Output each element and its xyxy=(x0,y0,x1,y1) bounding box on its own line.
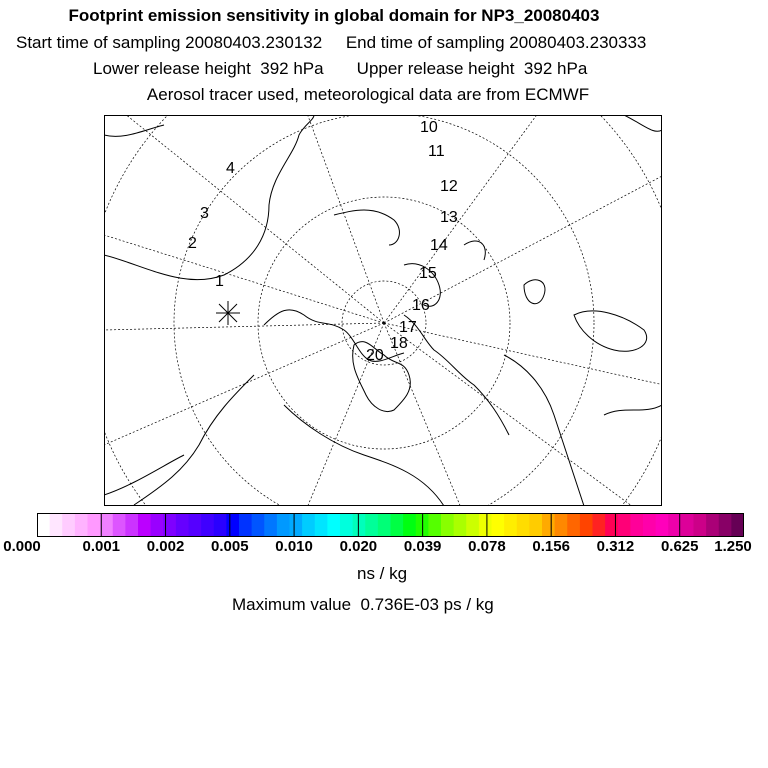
track-label: 17 xyxy=(399,319,417,336)
colorbar-cell xyxy=(327,513,340,537)
track-label: 14 xyxy=(430,237,448,254)
track-label: 10 xyxy=(420,119,438,136)
colorbar-cell xyxy=(517,513,530,537)
colorbar-cell xyxy=(100,513,113,537)
track-label: 11 xyxy=(428,143,445,160)
colorbar-cell xyxy=(226,513,239,537)
colorbar-cell xyxy=(50,513,63,537)
track-label: 16 xyxy=(412,297,430,314)
colorbar-cell xyxy=(353,513,366,537)
colorbar-cell xyxy=(315,513,328,537)
colorbar xyxy=(37,513,744,537)
colorbar-cell xyxy=(252,513,265,537)
colorbar-tick-label: 0.078 xyxy=(468,538,506,555)
colorbar-cell xyxy=(62,513,75,537)
track-label: 2 xyxy=(188,235,197,252)
colorbar-cell xyxy=(656,513,669,537)
colorbar-tick-label: 0.625 xyxy=(660,538,699,555)
asterisk-icon xyxy=(216,301,240,325)
polar-map xyxy=(104,115,662,506)
colorbar-tick-label: 0.156 xyxy=(532,538,570,555)
colorbar-cell xyxy=(378,513,391,537)
colorbar-tick-label: 0.010 xyxy=(275,538,313,555)
colorbar-cell xyxy=(618,513,631,537)
colorbar-cell xyxy=(630,513,643,537)
colorbar-cell xyxy=(580,513,593,537)
colorbar-cell xyxy=(302,513,315,537)
colorbar-cell xyxy=(365,513,378,537)
release-heights: Lower release height 392 hPa Upper release height 392 hPa xyxy=(93,59,588,78)
colorbar-cell xyxy=(391,513,404,537)
colorbar-tick-label: 1.250 xyxy=(714,538,752,555)
plot-title: Footprint emission sensitivity in global domain for NP3_20080403 xyxy=(68,6,600,25)
colorbar-cell xyxy=(138,513,151,537)
colorbar-cell xyxy=(643,513,656,537)
colorbar-cell xyxy=(504,513,517,537)
colorbar-cell xyxy=(593,513,606,537)
colorbar-tick-label: 0.005 xyxy=(211,538,249,555)
colorbar-cell xyxy=(214,513,227,537)
colorbar-cell xyxy=(125,513,138,537)
colorbar-cell xyxy=(277,513,290,537)
track-label: 12 xyxy=(440,178,458,195)
colorbar-cell xyxy=(731,513,744,537)
colorbar-cell xyxy=(340,513,353,537)
colorbar-tick-label: 0.002 xyxy=(146,538,185,555)
maximum-value: Maximum value 0.736E-03 ps / kg xyxy=(232,595,494,614)
colorbar-cell xyxy=(706,513,719,537)
colorbar-tick-label: 0.312 xyxy=(596,538,635,555)
colorbar-cell xyxy=(290,513,303,537)
colorbar-cell xyxy=(441,513,454,537)
colorbar-cell xyxy=(555,513,568,537)
colorbar-cell xyxy=(264,513,277,537)
colorbar-cell xyxy=(189,513,202,537)
colorbar-cell xyxy=(113,513,126,537)
colorbar-cell xyxy=(681,513,694,537)
sampling-times: Start time of sampling 20080403.230132 End time of sampling 20080403.230333 xyxy=(16,33,647,52)
colorbar-cell xyxy=(37,513,50,537)
track-label: 3 xyxy=(200,205,209,222)
colorbar-cell xyxy=(88,513,101,537)
colorbar-cell xyxy=(479,513,492,537)
track-label: 20 xyxy=(366,347,384,364)
colorbar-tick-label: 0.020 xyxy=(339,538,378,555)
colorbar-cell xyxy=(492,513,505,537)
colorbar-cell xyxy=(454,513,467,537)
colorbar-cell xyxy=(151,513,164,537)
colorbar-cell xyxy=(428,513,441,537)
colorbar-cell xyxy=(542,513,555,537)
tracer-info: Aerosol tracer used, meteorological data are from ECMWF xyxy=(146,85,590,104)
colorbar-cell xyxy=(719,513,732,537)
track-label: 1 xyxy=(215,273,224,290)
colorbar-cell xyxy=(529,513,542,537)
track-label: 13 xyxy=(440,209,458,226)
colorbar-cell xyxy=(694,513,707,537)
track-label: 15 xyxy=(419,265,437,282)
colorbar-cell xyxy=(466,513,479,537)
colorbar-units: ns / kg xyxy=(357,564,408,583)
colorbar-cell xyxy=(605,513,618,537)
colorbar-tick-label: 0.000 xyxy=(3,538,41,555)
colorbar-cell xyxy=(403,513,416,537)
colorbar-tick-label: 0.001 xyxy=(82,538,121,555)
colorbar-cell xyxy=(201,513,214,537)
track-label: 4 xyxy=(226,160,235,177)
track-label: 18 xyxy=(390,335,408,352)
colorbar-cell xyxy=(567,513,580,537)
colorbar-tick-label: 0.039 xyxy=(403,538,442,555)
colorbar-cell xyxy=(176,513,189,537)
colorbar-cell xyxy=(239,513,252,537)
colorbar-cell xyxy=(75,513,88,537)
